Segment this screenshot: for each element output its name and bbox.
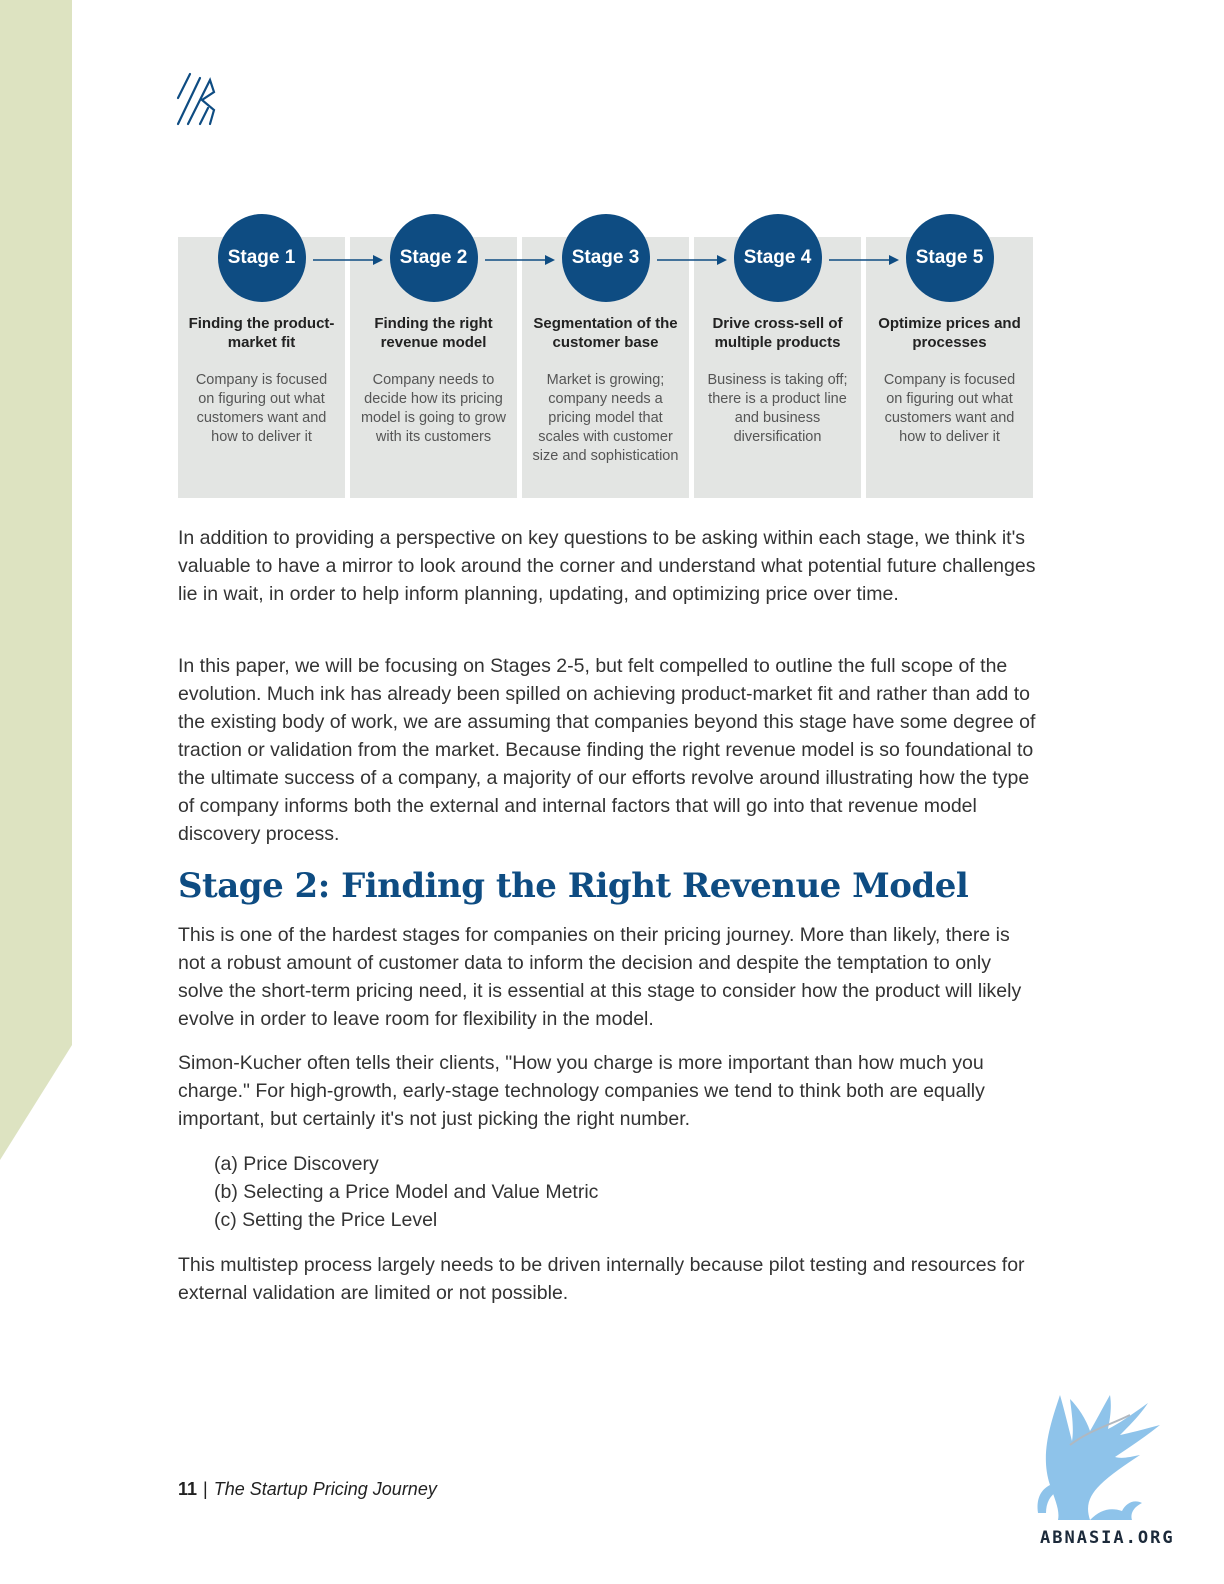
stage-badge: Stage 3 [562, 214, 650, 302]
simon-paragraph: Simon-Kucher often tells their clients, "How you charge is more important than how much you charge." For high-growth, early-stage technology companies we tend to think both are equally important, but certainly it's not just picking the right number. [178, 1052, 985, 1130]
stage-badge: Stage 1 [218, 214, 306, 302]
stage-description: Business is taking off; there is a product line and business diversification [707, 372, 848, 445]
griffin-watermark-icon [1030, 1385, 1170, 1525]
list-item: (a) Price Discovery [214, 1153, 379, 1175]
hardest-paragraph: This is one of the hardest stages for companies on their pricing journey. More than likely, there is not a robust amount of customer data to inform the decision and despite the temptation to only solve the short-term pricing need, it is essential at this stage to consider how the product will likely evolve in order to leave room for flexibility in the model. [178, 924, 1022, 1030]
stage-description: Company needs to decide how its pricing model is going to grow with its customers [360, 372, 507, 445]
intro-paragraph: In addition to providing a perspective on key questions to be asking within each stage, we think it's valuable to have a mirror to look around the corner and understand what potential future challenges lie in wait, in order to help inform planning, updating, and optimizing price over time. [178, 527, 1036, 605]
stage-title: Optimize prices and processes [878, 315, 1021, 351]
stage-description: Market is growing; company needs a pricing model that scales with customer size and sophistication [532, 372, 679, 464]
section-heading: Stage 2: Finding the Right Revenue Model [178, 866, 969, 906]
list-item: (b) Selecting a Price Model and Value Metric [214, 1181, 599, 1203]
footer-separator: | [203, 1479, 208, 1499]
watermark-text: ABNASIA.ORG [1040, 1528, 1175, 1548]
stage-title: Drive cross-sell of multiple products [712, 315, 843, 351]
stage-description: Company is focused on figuring out what customers want and how to deliver it [195, 372, 328, 445]
stage-title: Segmentation of the customer base [533, 315, 678, 351]
stage-description: Company is focused on figuring out what customers want and how to deliver it [883, 372, 1016, 445]
page-footer [178, 1479, 437, 1500]
list-item: (c) Setting the Price Level [214, 1209, 438, 1231]
stage-badge: Stage 5 [906, 214, 994, 302]
page-number: 11 [178, 1479, 198, 1499]
multistep-paragraph: This multistep process largely needs to be driven internally because pilot testing and resources for external validation are limited or not possible. [178, 1254, 1025, 1304]
focus-paragraph: In this paper, we will be focusing on Stages 2-5, but felt compelled to outline the full scope of the evolution. Much ink has already been spilled on achieving product-market fit and rather than add to the existing body of work, we are assuming that companies beyond this stage have some degree of traction or validation from the market. Because finding the right revenue model is so foundational to the ultimate success of a company, a majority of our efforts revolve around illustrating how the type of company informs both the external and internal factors that will go into that revenue model discovery process. [178, 655, 1036, 845]
stage-badge: Stage 2 [390, 214, 478, 302]
document-title: The Startup Pricing Journey [213, 1479, 437, 1499]
stage-title: Finding the product-market fit [188, 315, 335, 351]
stage-title: Finding the right revenue model [374, 315, 493, 351]
stage-arrows [0, 0, 1224, 300]
stage-badge: Stage 4 [734, 214, 822, 302]
